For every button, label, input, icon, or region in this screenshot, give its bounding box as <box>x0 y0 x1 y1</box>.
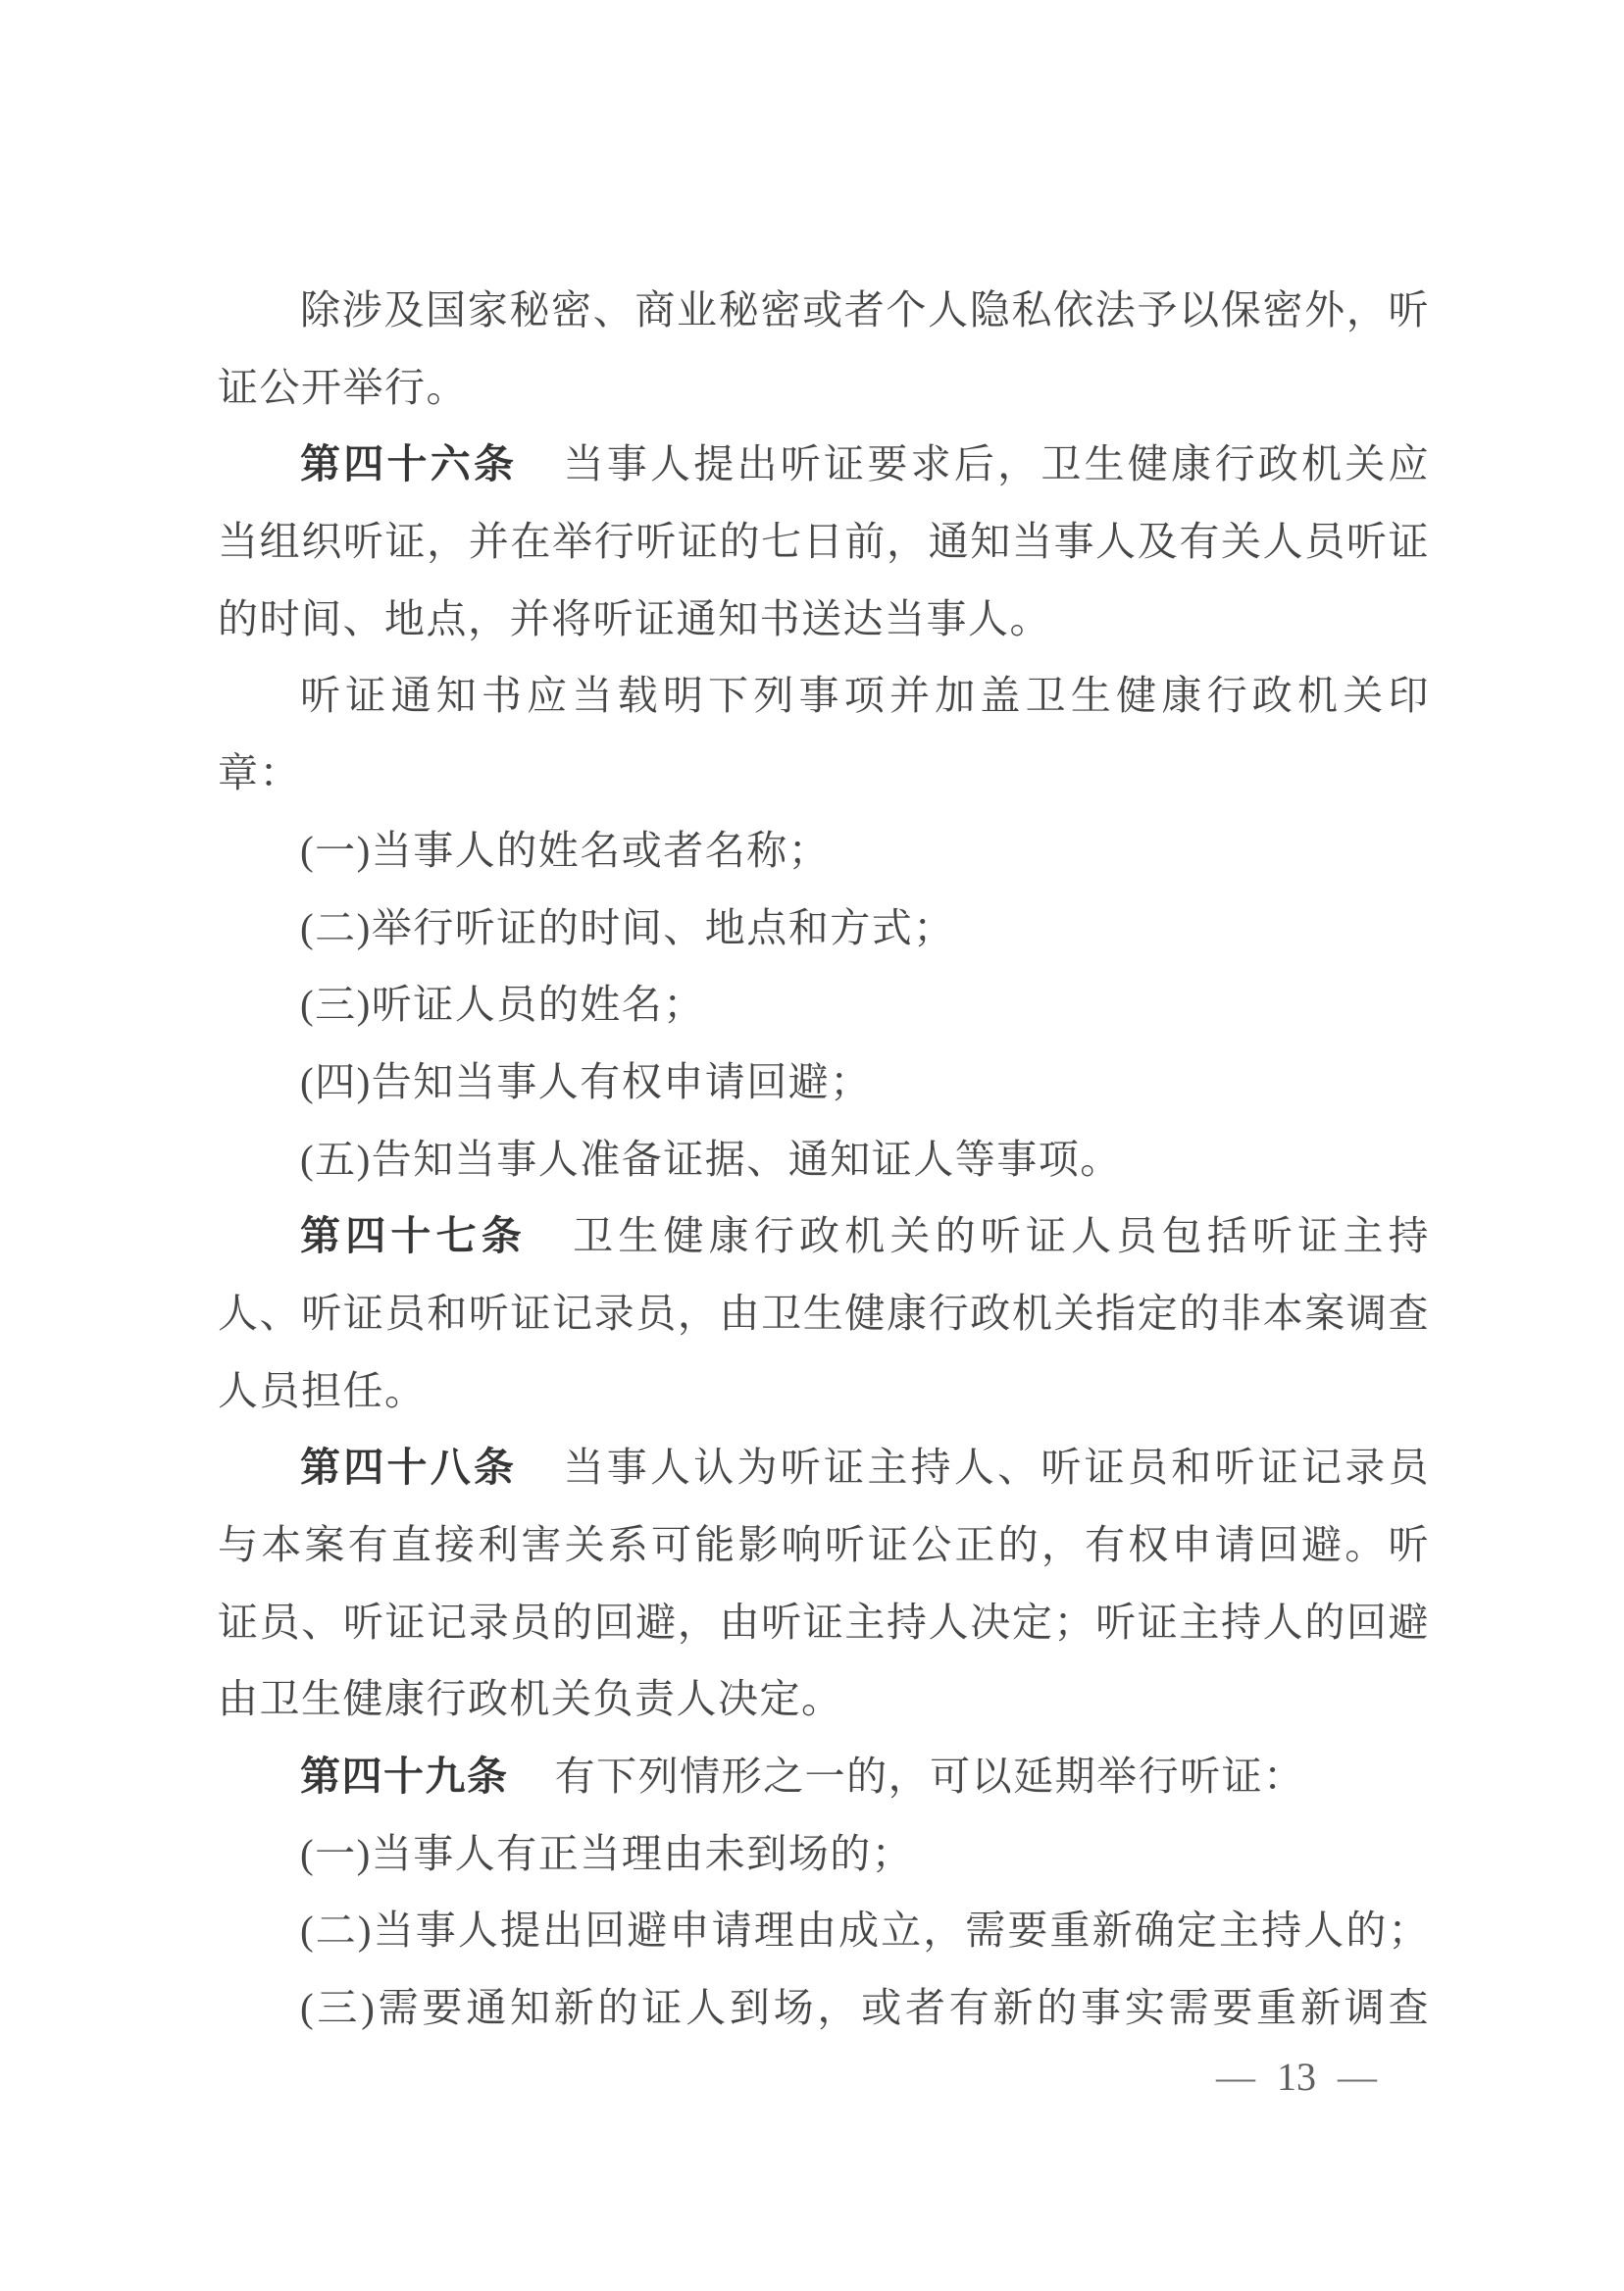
line-text: (二)当事人提出回避申请理由成立，需要重新确定主持人的； <box>300 1908 1430 1954</box>
line-text: 证公开举行。 <box>218 364 468 410</box>
line-text: 章： <box>218 750 301 796</box>
line-text: (二)举行听证的时间、地点和方式； <box>300 904 955 950</box>
line-text: (一)当事人有正当理由未到场的； <box>300 1830 914 1876</box>
document-line-list-item-3 <box>218 1969 1430 2047</box>
footer-dash-left: — <box>1216 2055 1255 2099</box>
line-text: 证员、听证记录员的回避，由听证主持人决定；听证主持人的回避 <box>218 1599 1430 1645</box>
document-line <box>218 272 1430 349</box>
article-number-label: 第四十八条 <box>300 1445 518 1491</box>
document-line <box>218 1660 1430 1738</box>
document-line-article-47 <box>218 1197 1430 1275</box>
document-line <box>218 581 1430 658</box>
document-line <box>218 1352 1430 1430</box>
line-text: 人、听证员和听证记录员，由卫生健康行政机关指定的非本案调查 <box>218 1290 1430 1336</box>
document-line <box>218 349 1430 427</box>
document-body <box>218 272 1430 2047</box>
page-footer <box>1216 2054 1377 2101</box>
line-text: 有下列情形之一的，可以延期举行听证： <box>554 1754 1305 1800</box>
line-text: 当事人认为听证主持人、听证员和听证记录员 <box>563 1445 1431 1491</box>
document-line-list-item-1 <box>218 812 1430 890</box>
document-line <box>218 735 1430 812</box>
document-line-list-item-4 <box>218 1044 1430 1121</box>
line-text: 人员担任。 <box>218 1367 427 1413</box>
line-text: 卫生健康行政机关的听证人员包括听证主持 <box>573 1213 1431 1259</box>
line-text: (三)需要通知新的证人到场，或者有新的事实需要重新调查 <box>300 1985 1430 2031</box>
line-text: 的时间、地点，并将听证通知书送达当事人。 <box>218 595 1051 641</box>
document-line <box>218 1584 1430 1661</box>
document-line-list-item-1 <box>218 1815 1430 1893</box>
line-text: 除涉及国家秘密、商业秘密或者个人隐私依法予以保密外，听 <box>300 287 1430 332</box>
line-text: 由卫生健康行政机关负责人决定。 <box>218 1676 843 1722</box>
document-line <box>218 503 1430 581</box>
document-line-article-49 <box>218 1738 1430 1815</box>
document-line-list-item-3 <box>218 966 1430 1044</box>
document-line-list-item-5 <box>218 1121 1430 1198</box>
document-line <box>218 1275 1430 1352</box>
document-line-list-item-2 <box>218 1892 1430 1969</box>
article-number-label: 第四十七条 <box>300 1213 527 1259</box>
document-line-list-item-2 <box>218 890 1430 967</box>
article-number-label: 第四十六条 <box>300 441 518 487</box>
document-line-article-48 <box>218 1429 1430 1506</box>
line-text: (一)当事人的姓名或者名称； <box>300 827 831 873</box>
line-text: 当组织听证，并在举行听证的七日前，通知当事人及有关人员听证 <box>218 519 1430 565</box>
document-line <box>218 657 1430 735</box>
footer-dash-right: — <box>1338 2055 1377 2099</box>
line-text: (三)听证人员的姓名； <box>300 982 705 1028</box>
line-text: 当事人提出听证要求后，卫生健康行政机关应 <box>563 441 1431 487</box>
page-number: 13 <box>1277 2055 1316 2099</box>
line-text: (五)告知当事人准备证据、通知证人等事项。 <box>300 1136 1122 1182</box>
article-number-label: 第四十九条 <box>300 1754 509 1800</box>
line-text: 听证通知书应当载明下列事项并加盖卫生健康行政机关印 <box>300 673 1430 719</box>
document-line <box>218 1506 1430 1584</box>
line-text: 与本案有直接利害关系可能影响听证公正的，有权申请回避。听 <box>218 1522 1430 1567</box>
line-text: (四)告知当事人有权申请回避； <box>300 1058 872 1104</box>
document-line-article-46 <box>218 426 1430 503</box>
